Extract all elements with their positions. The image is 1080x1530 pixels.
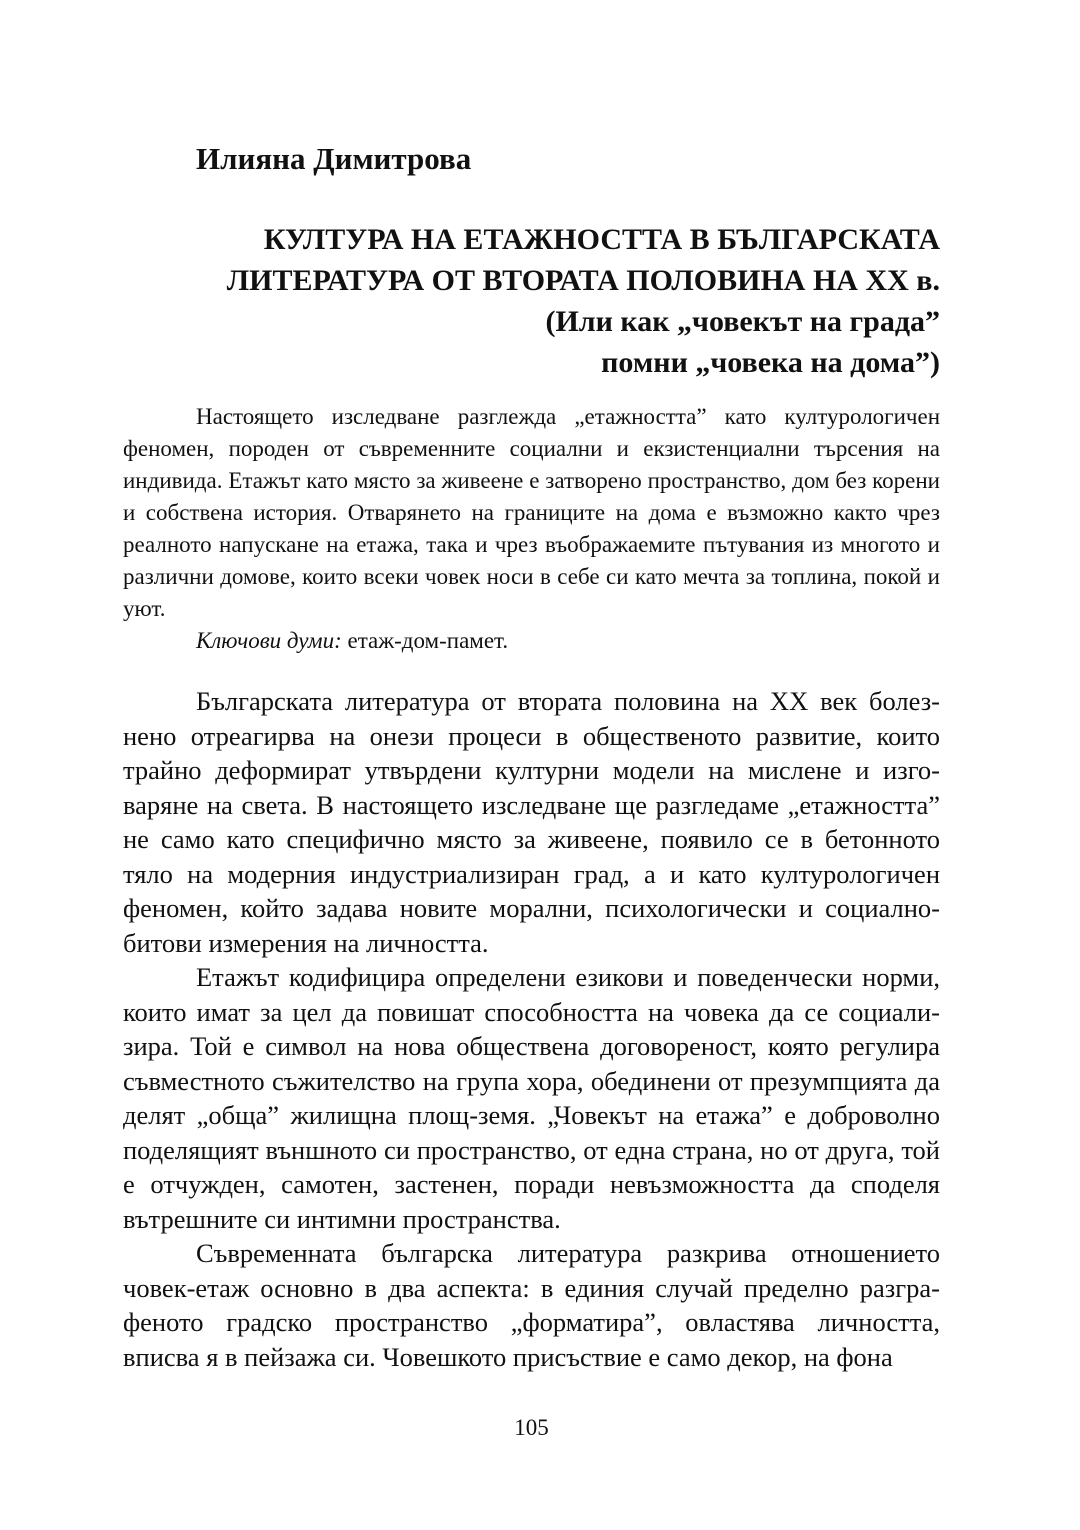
title-line-3: (Или как „човекът на града” xyxy=(545,305,940,338)
title-line-2: ЛИТЕРАТУРА ОТ ВТОРАТА ПОЛОВИНА НА XX в. xyxy=(226,264,940,297)
keywords xyxy=(123,625,940,657)
keywords-value: етаж-дом-памет. xyxy=(341,628,509,653)
abstract xyxy=(123,401,940,657)
body-paragraph-2: Етажът кодифицира определени езикови и поведенчески норми, които имат за цел да повишат способността на човека да се социализира. Той е символ на нова обществена договореност, която регулира съвместното съжителство на група хора, обединени от презумпцията да делят „обща” жилищна площ-земя. „Човекът на етажа” е доброволно поделящият външното си пространство, от една страна, но от друга, той е отчужден, самотен, застенен, поради невъзможността да споделя вътрешните си интимни пространства. xyxy=(123,962,940,1234)
title-line-1: КУЛТУРА НА ЕТАЖНОСТТА В БЪЛГАРСКАТА xyxy=(263,223,940,256)
keywords-label: Ключови думи: xyxy=(196,628,342,653)
article-title xyxy=(123,219,940,383)
abstract-text: Настоящето изследване разглежда „етажността” като културологичен феномен, породен от съвременните социални и екзистенциални търсения на индивида. Етажът като място за живеене е затворено пространство, дом без корени и собствена история. Отварянето на границите на дома е възможно както чрез реалното напускане на етажа, така и чрез въображаемите пътувания из многото и различни домове, които всеки човек носи в себе си като мечта за топлина, покой и уют. xyxy=(123,404,940,621)
title-line-4: помни „човека на дома”) xyxy=(601,346,940,379)
body-paragraph-1: Българската литература от втората половина на XX век болезнено отреагирва на онези процеси в общественото развитие, които трайно деформират утвърдени културни модели на мислене и изговаряне на света. В настоящето изследване ще разгледаме „етажността” не само като специфично място за живеене, появило се в бетонното тяло на модерния индустриализиран град, а и като културологичен феномен, който задава новите морални, психологически и социално-битови измерения на личността. xyxy=(123,686,940,958)
document-page xyxy=(123,0,940,1530)
page-number: 105 xyxy=(514,1415,549,1440)
body-paragraph-3: Съвременната българска литература разкрива отношението човек-етаж основно в два аспекта: в единия случай пределно разграфеното градско пространство „форматира”, овластява личността, вписва я в пейзажа си. Човешкото присъствие е само декор, на фона xyxy=(123,1238,940,1372)
body-text xyxy=(123,684,940,1374)
author-name: Илияна Димитрова xyxy=(196,141,472,176)
